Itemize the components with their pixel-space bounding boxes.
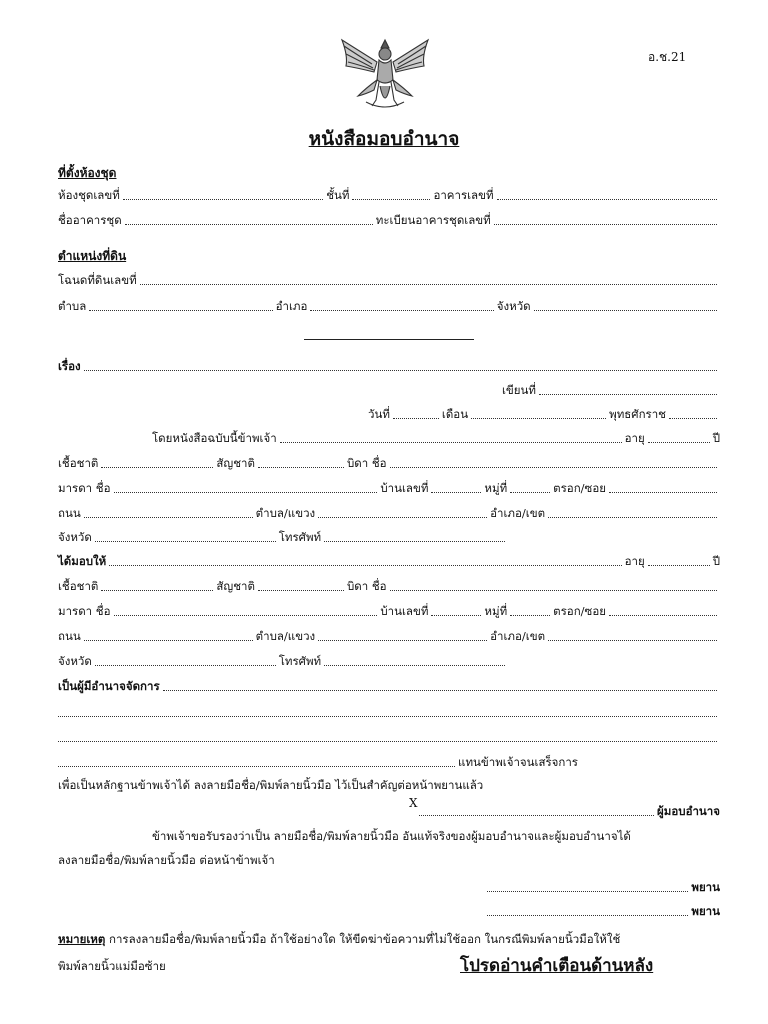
on-behalf-row <box>58 752 578 772</box>
grantee-province-row <box>58 651 508 671</box>
witness-2-signature-field[interactable] <box>487 914 688 916</box>
written-at-row <box>502 380 720 400</box>
date-row <box>368 404 720 424</box>
date-field[interactable] <box>393 417 439 419</box>
certification-line-2: ลงลายมือชื่อ/พิมพ์ลายนิ้วมือ ต่อหน้าข้าพเจ้า <box>58 853 275 867</box>
grantee-district-field[interactable] <box>548 639 717 641</box>
grantor-signature-field[interactable] <box>419 814 654 816</box>
grantee-age-label: อายุ <box>624 554 645 568</box>
grantor-province-field[interactable] <box>95 540 276 542</box>
certification-line-1: ข้าพเจ้าขอรับรองว่าเป็น ลายมือชื่อ/พิมพ์ลายนิ้วมือ อันแท้จริงของผู้มอบอำนาจและผู้มอบอำนาจได้ <box>152 829 631 843</box>
grantee-nationality-row <box>58 576 720 596</box>
authority-field-4[interactable] <box>58 765 455 767</box>
grantee-label: ได้มอบให้ <box>58 554 107 568</box>
building-name-field[interactable] <box>125 223 373 225</box>
grantee-phone-label: โทรศัพท์ <box>278 654 322 668</box>
grantor-subdistrict-label: ตำบล/แขวง <box>255 506 316 520</box>
room-no-row <box>58 185 720 205</box>
grantor-house-no-field[interactable] <box>431 491 481 493</box>
floor-label: ชั้นที่ <box>326 188 350 202</box>
grantor-ethnicity-field[interactable] <box>101 466 213 468</box>
grantor-subdistrict-field[interactable] <box>318 516 487 518</box>
written-at-label: เขียนที่ <box>502 383 536 397</box>
witness-1-signature-field[interactable] <box>487 890 688 892</box>
grantee-ethnicity-field[interactable] <box>101 589 213 591</box>
grantor-house-no-label: บ้านเลขที่ <box>380 481 429 495</box>
note-text-1: การลงลายมือชื่อ/พิมพ์ลายนิ้วมือ ถ้าใช้อย่างใด ให้ขีดฆ่าข้อความที่ไม่ใช้ออก ในกรณีพิมพ์ลายนิ้วมือให้ใช้ <box>109 932 621 946</box>
grantor-mother-field[interactable] <box>114 491 378 493</box>
registration-no-field[interactable] <box>494 223 717 225</box>
grantor-intro-row <box>152 428 720 448</box>
grantee-mother-row <box>58 601 720 621</box>
authority-row <box>58 676 720 696</box>
witness-1-row <box>484 877 720 897</box>
land-province-field[interactable] <box>534 309 717 311</box>
grantee-nationality-label: สัญชาติ <box>216 579 255 593</box>
grantee-subdistrict-label: ตำบล/แขวง <box>255 629 316 643</box>
section-divider <box>304 339 474 340</box>
grantee-alley-field[interactable] <box>609 614 717 616</box>
room-no-field[interactable] <box>123 198 323 200</box>
grantor-age-field[interactable] <box>648 441 710 443</box>
garuda-emblem-icon <box>336 32 434 114</box>
grantor-nationality-row <box>58 453 720 473</box>
witness-2-row <box>484 901 720 921</box>
authority-continued-row-1 <box>58 702 720 722</box>
grantee-province-label: จังหวัด <box>58 654 92 668</box>
authority-field-1[interactable] <box>163 689 717 691</box>
evidence-text: เพื่อเป็นหลักฐานข้าพเจ้าได้ ลงลายมือชื่อ/พิมพ์ลายนิ้วมือ ไว้เป็นสำคัญต่อหน้าพยานแล้ว <box>58 778 484 792</box>
grantor-father-label: บิดา ชื่อ <box>346 456 387 470</box>
authority-label: เป็นผู้มีอำนาจจัดการ <box>58 679 160 693</box>
grantor-alley-field[interactable] <box>609 491 717 493</box>
month-label: เดือน <box>441 407 469 421</box>
page-title: หนังสือมอบอำนาจ <box>308 128 460 150</box>
grantee-district-label: อำเภอ/เขต <box>490 629 546 643</box>
note-line-2: พิมพ์ลายนิ้วแม่มือซ้าย <box>58 959 166 973</box>
land-subdistrict-label: ตำบล <box>58 299 87 313</box>
grantee-row <box>58 551 720 571</box>
form-code: อ.ช.21 <box>648 50 687 64</box>
room-location-heading: ที่ตั้งห้องชุด <box>58 166 117 180</box>
grantee-name-field[interactable] <box>109 564 621 566</box>
grantee-house-no-label: บ้านเลขที่ <box>380 604 429 618</box>
land-address-row <box>58 296 720 316</box>
grantor-road-label: ถนน <box>58 506 81 520</box>
grantee-moo-label: หมู่ที่ <box>484 604 508 618</box>
grantor-intro-label: โดยหนังสือฉบับนี้ข้าพเจ้า <box>152 431 277 445</box>
land-district-label: อำเภอ <box>275 299 308 313</box>
grantee-phone-field[interactable] <box>324 664 505 666</box>
building-name-row <box>58 210 720 230</box>
grantee-nationality-field[interactable] <box>258 589 344 591</box>
grantee-road-field[interactable] <box>84 639 253 641</box>
grantee-province-field[interactable] <box>95 664 276 666</box>
building-no-field[interactable] <box>497 198 717 200</box>
deed-no-label: โฉนดที่ดินเลขที่ <box>58 273 137 287</box>
grantor-moo-label: หมู่ที่ <box>484 481 508 495</box>
grantee-alley-label: ตรอก/ซอย <box>553 604 606 618</box>
authority-field-3[interactable] <box>58 740 717 742</box>
grantor-mother-row <box>58 478 720 498</box>
grantor-name-field[interactable] <box>280 441 622 443</box>
land-district-field[interactable] <box>310 309 493 311</box>
deed-row <box>58 270 720 290</box>
grantee-subdistrict-field[interactable] <box>318 639 487 641</box>
grantor-age-label: อายุ <box>624 431 645 445</box>
grantor-father-field[interactable] <box>390 466 717 468</box>
grantor-signature-label: ผู้มอบอำนาจ <box>657 804 720 818</box>
grantee-father-label: บิดา ชื่อ <box>346 579 387 593</box>
grantee-house-no-field[interactable] <box>431 614 481 616</box>
subject-row <box>58 356 720 376</box>
grantor-phone-label: โทรศัพท์ <box>278 530 322 544</box>
grantor-nationality-field[interactable] <box>258 466 344 468</box>
note-heading: หมายเหตุ <box>58 932 106 946</box>
land-subdistrict-field[interactable] <box>89 309 272 311</box>
written-at-field[interactable] <box>539 393 717 395</box>
grantor-mother-label: มารดา ชื่อ <box>58 481 111 495</box>
grantor-ethnicity-label: เชื้อชาติ <box>58 456 99 470</box>
witness-1-label: พยาน <box>691 880 720 894</box>
land-province-label: จังหวัด <box>496 299 531 313</box>
grantor-district-label: อำเภอ/เขต <box>490 506 546 520</box>
grantee-mother-field[interactable] <box>114 614 378 616</box>
back-warning: โปรดอ่านคำเตือนด้านหลัง <box>460 956 654 976</box>
grantee-father-field[interactable] <box>390 589 717 591</box>
witness-2-label: พยาน <box>691 904 720 918</box>
grantor-province-row <box>58 527 508 547</box>
grantee-age-field[interactable] <box>648 564 710 566</box>
signature-x-mark: X <box>409 796 418 810</box>
grantor-nationality-label: สัญชาติ <box>216 456 255 470</box>
year-field[interactable] <box>669 417 717 419</box>
grantee-moo-field[interactable] <box>510 614 550 616</box>
building-no-label: อาคารเลขที่ <box>433 188 494 202</box>
subject-label: เรื่อง <box>58 359 81 373</box>
grantor-signature-row <box>416 801 720 821</box>
grantor-moo-field[interactable] <box>510 491 550 493</box>
grantor-road-row <box>58 503 720 523</box>
date-label: วันที่ <box>368 407 390 421</box>
room-no-label: ห้องชุดเลขที่ <box>58 188 120 202</box>
authority-field-2[interactable] <box>58 715 717 717</box>
grantee-road-label: ถนน <box>58 629 81 643</box>
grantor-road-field[interactable] <box>84 516 253 518</box>
grantor-province-label: จังหวัด <box>58 530 92 544</box>
grantor-years-label: ปี <box>712 431 720 445</box>
year-label: พุทธศักราช <box>609 407 666 421</box>
floor-field[interactable] <box>352 198 430 200</box>
grantor-alley-label: ตรอก/ซอย <box>553 481 606 495</box>
on-behalf-label: แทนข้าพเจ้าจนเสร็จการ <box>458 755 578 769</box>
land-location-heading: ตำแหน่งที่ดิน <box>58 249 127 263</box>
month-field[interactable] <box>471 417 606 419</box>
deed-no-field[interactable] <box>140 283 717 285</box>
grantor-district-field[interactable] <box>548 516 717 518</box>
grantor-phone-field[interactable] <box>324 540 505 542</box>
building-name-label: ชื่ออาคารชุด <box>58 213 122 227</box>
grantee-road-row <box>58 626 720 646</box>
registration-no-label: ทะเบียนอาคารชุดเลขที่ <box>375 213 491 227</box>
authority-continued-row-2 <box>58 727 720 747</box>
grantee-ethnicity-label: เชื้อชาติ <box>58 579 99 593</box>
note-line-1 <box>58 931 620 949</box>
grantee-years-label: ปี <box>712 554 720 568</box>
subject-field[interactable] <box>84 369 717 371</box>
grantee-mother-label: มารดา ชื่อ <box>58 604 111 618</box>
